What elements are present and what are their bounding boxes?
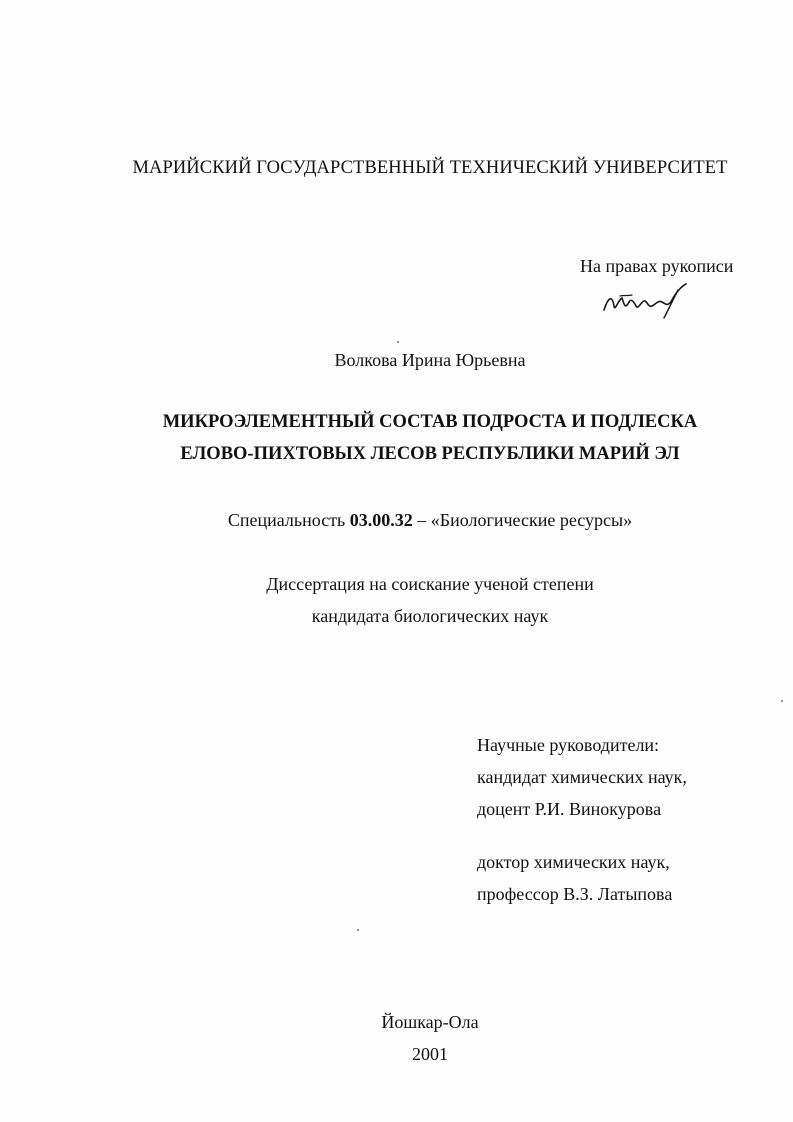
specialty-code: 03.00.32	[349, 510, 413, 530]
year: 2001	[412, 1044, 448, 1064]
handwritten-signature	[598, 280, 693, 322]
degree-line-2: кандидата биологических наук	[311, 606, 549, 626]
dissertation-title-line-2: ЕЛОВО-ПИХТОВЫХ ЛЕСОВ РЕСПУБЛИКИ МАРИЙ ЭЛ	[180, 444, 680, 464]
supervisor-2-degree: доктор химических наук,	[477, 852, 670, 872]
specialty-name: – «Биологические ресурсы»	[417, 510, 633, 530]
scan-speck	[357, 929, 359, 931]
author-name: Волкова Ирина Юрьевна	[334, 350, 526, 370]
manuscript-rights-note: На правах рукописи	[580, 256, 734, 276]
supervisor-2-name: профессор В.З. Латыпова	[477, 884, 673, 904]
degree-line-1: Диссертация на соискание ученой степени	[266, 574, 594, 594]
supervisor-1-name: доцент Р.И. Винокурова	[477, 799, 662, 819]
dissertation-title-line-1: МИКРОЭЛЕМЕНТНЫЙ СОСТАВ ПОДРОСТА И ПОДЛЕСКА	[162, 412, 698, 432]
scan-speck	[781, 700, 783, 702]
specialty-line	[0, 509, 793, 531]
specialty-prefix: Специальность	[227, 510, 346, 530]
university-name: МАРИЙСКИЙ ГОСУДАРСТВЕННЫЙ ТЕХНИЧЕСКИЙ УНИВЕРСИТЕТ	[132, 158, 728, 178]
supervisor-1-degree: кандидат химических наук,	[477, 767, 687, 787]
supervisors-heading: Научные руководители:	[477, 735, 660, 755]
scan-speck	[397, 341, 399, 343]
city: Йошкар-Ола	[381, 1012, 479, 1032]
